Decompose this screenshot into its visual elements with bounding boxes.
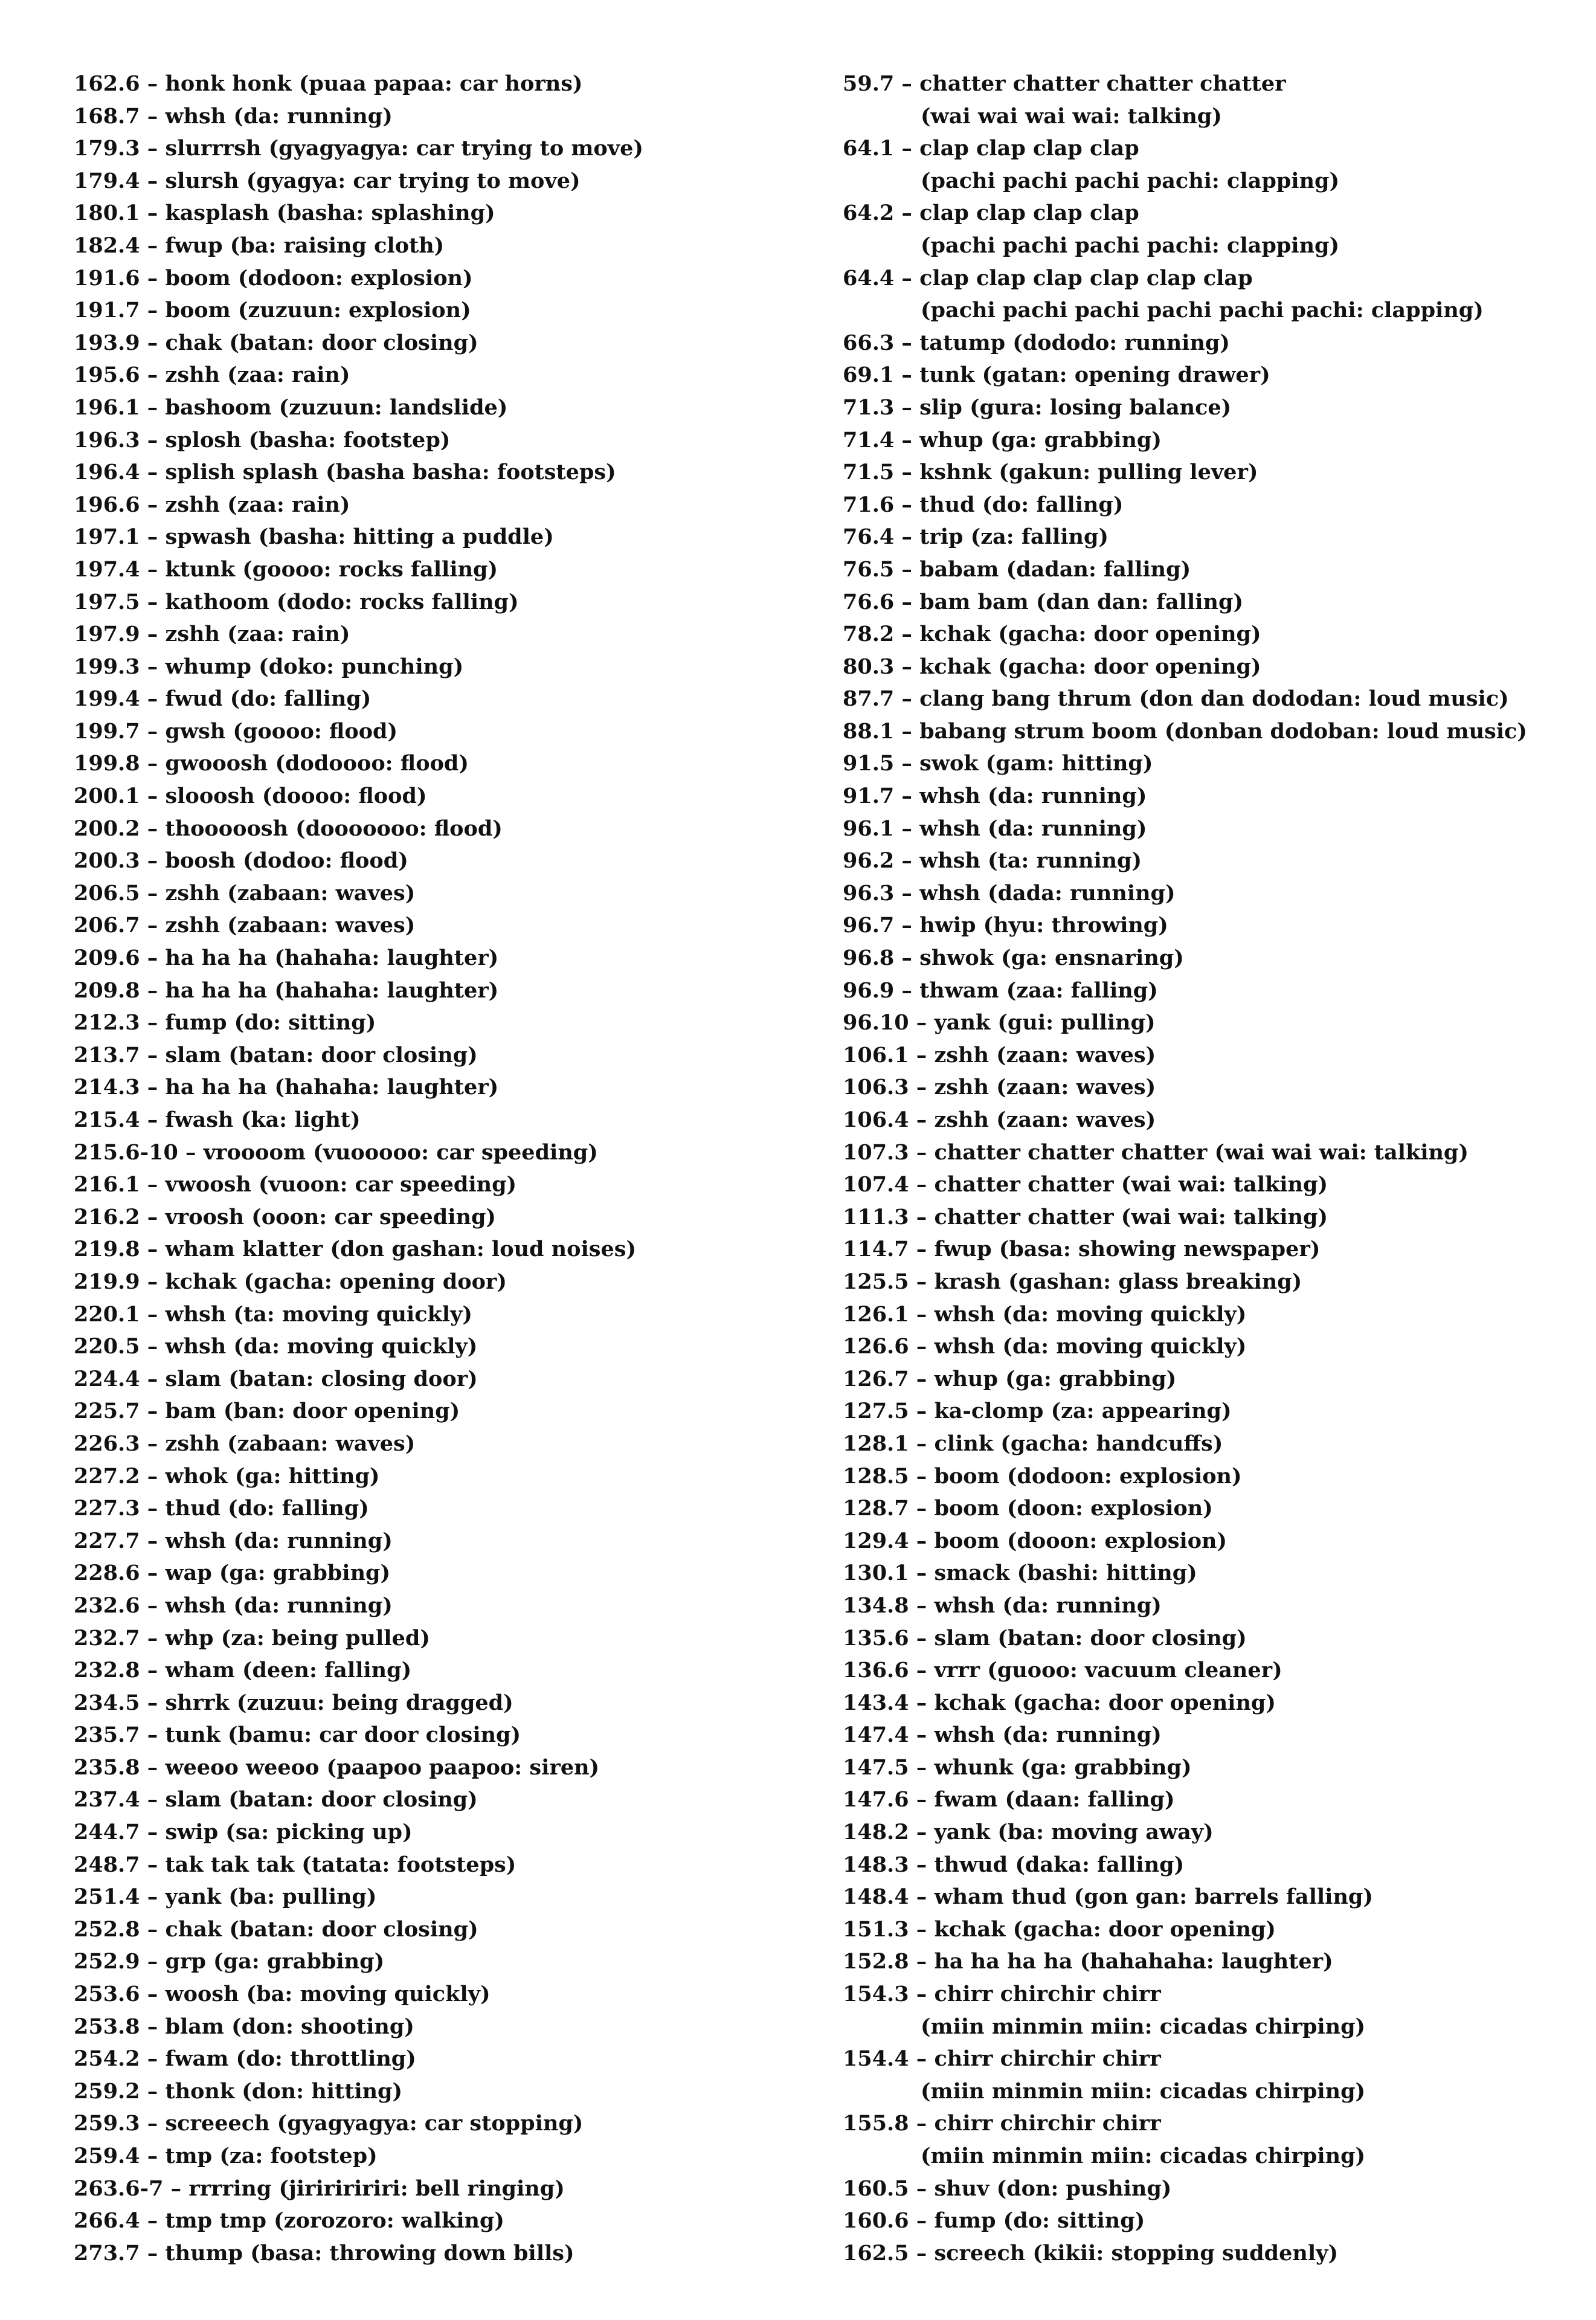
sfx-entry: 227.3 – thud (do: falling) [74, 1496, 369, 1521]
sfx-entry: 96.2 – whsh (ta: running) [843, 848, 1142, 874]
sfx-entry: 228.6 – wap (ga: grabbing) [74, 1561, 391, 1586]
sfx-entry: 128.7 – boom (doon: explosion) [843, 1496, 1213, 1521]
sfx-entry: 191.7 – boom (zuzuun: explosion) [74, 298, 471, 323]
sfx-entry: 76.5 – babam (dadan: falling) [843, 556, 1191, 582]
sfx-entry: 225.7 – bam (ban: door opening) [74, 1399, 460, 1424]
sfx-entry: 64.2 – clap clap clap clap [843, 201, 1139, 226]
sfx-entry: 91.5 – swok (gam: hitting) [843, 751, 1153, 776]
sfx-entry-continuation: (pachi pachi pachi pachi: clapping) [921, 168, 1340, 193]
sfx-entry: 232.8 – wham (deen: falling) [74, 1658, 412, 1683]
sfx-entry: 209.8 – ha ha ha (hahaha: laughter) [74, 978, 499, 1003]
sfx-entry: 96.3 – whsh (dada: running) [843, 880, 1176, 906]
sfx-entry-continuation: (miin minmin miin: cicadas chirping) [921, 2078, 1366, 2104]
sfx-entry: 253.6 – woosh (ba: moving quickly) [74, 1982, 491, 2007]
sfx-entry: 59.7 – chatter chatter chatter chatter [843, 71, 1286, 96]
sfx-entry: 259.2 – thonk (don: hitting) [74, 2078, 403, 2104]
sfx-entry: 71.5 – kshnk (gakun: pulling lever) [843, 460, 1258, 485]
sfx-entry-continuation: (miin minmin miin: cicadas chirping) [921, 2014, 1366, 2039]
sfx-entry: 196.3 – splosh (basha: footstep) [74, 427, 451, 453]
sfx-entry: 168.7 – whsh (da: running) [74, 103, 393, 129]
sfx-entry: 182.4 – fwup (ba: raising cloth) [74, 233, 445, 258]
sfx-entry: 215.4 – fwash (ka: light) [74, 1107, 361, 1132]
sfx-entry: 195.6 – zshh (zaa: rain) [74, 362, 350, 388]
sfx-entry: 232.6 – whsh (da: running) [74, 1593, 393, 1618]
sfx-entry: 214.3 – ha ha ha (hahaha: laughter) [74, 1075, 499, 1100]
sfx-entry: 191.6 – boom (dodoon: explosion) [74, 265, 473, 291]
sfx-entry-continuation: (pachi pachi pachi pachi: clapping) [921, 233, 1340, 258]
sfx-entry: 266.4 – tmp tmp (zorozoro: walking) [74, 2208, 504, 2234]
sfx-entry: 125.5 – krash (gashan: glass breaking) [843, 1269, 1302, 1294]
sfx-entry: 199.3 – whump (doko: punching) [74, 654, 464, 679]
sfx-entry: 130.1 – smack (bashi: hitting) [843, 1561, 1197, 1586]
sfx-entry: 197.5 – kathoom (dodo: rocks falling) [74, 589, 519, 614]
sfx-entry: 126.6 – whsh (da: moving quickly) [843, 1334, 1247, 1359]
sfx-entry: 162.6 – honk honk (puaa papaa: car horns) [74, 71, 583, 96]
sfx-entry: 212.3 – fump (do: sitting) [74, 1010, 376, 1036]
sfx-entry: 196.6 – zshh (zaa: rain) [74, 492, 350, 517]
sfx-entry: 252.9 – grp (ga: grabbing) [74, 1949, 385, 1974]
sfx-entry: 237.4 – slam (batan: door closing) [74, 1787, 478, 1812]
sfx-entry: 154.4 – chirr chirchir chirr [843, 2046, 1161, 2072]
sfx-entry: 216.2 – vroosh (ooon: car speeding) [74, 1204, 496, 1229]
sfx-entry: 96.7 – hwip (hyu: throwing) [843, 913, 1168, 938]
sfx-entry: 111.3 – chatter chatter (wai wai: talking) [843, 1204, 1328, 1229]
sfx-entry: 66.3 – tatump (dododo: running) [843, 330, 1230, 355]
sfx-entry: 128.5 – boom (dodoon: explosion) [843, 1463, 1242, 1489]
sfx-entry: 106.3 – zshh (zaan: waves) [843, 1075, 1156, 1100]
sfx-entry: 160.6 – fump (do: sitting) [843, 2208, 1145, 2234]
sfx-entry: 148.2 – yank (ba: moving away) [843, 1820, 1214, 1845]
sfx-entry: 114.7 – fwup (basa: showing newspaper) [843, 1237, 1321, 1262]
sfx-entry: 235.8 – weeoo weeoo (paapoo paapoo: siren) [74, 1754, 600, 1780]
sfx-entry: 152.8 – ha ha ha ha (hahahaha: laughter) [843, 1949, 1333, 1974]
sfx-entry: 80.3 – kchak (gacha: door opening) [843, 654, 1261, 679]
sfx-entry: 227.2 – whok (ga: hitting) [74, 1463, 380, 1489]
sfx-entry: 197.9 – zshh (zaa: rain) [74, 622, 350, 647]
sfx-entry: 155.8 – chirr chirchir chirr [843, 2111, 1161, 2136]
sfx-entry: 248.7 – tak tak tak (tatata: footsteps) [74, 1852, 516, 1877]
sfx-entry: 143.4 – kchak (gacha: door opening) [843, 1690, 1276, 1715]
sfx-entry: 200.3 – boosh (dodoo: flood) [74, 848, 408, 874]
sfx-entry: 136.6 – vrrr (guooo: vacuum cleaner) [843, 1658, 1282, 1683]
sfx-entry: 226.3 – zshh (zabaan: waves) [74, 1431, 416, 1456]
sfx-entry: 71.3 – slip (gura: losing balance) [843, 395, 1232, 420]
sfx-entry: 213.7 – slam (batan: door closing) [74, 1042, 478, 1068]
sfx-entry: 220.1 – whsh (ta: moving quickly) [74, 1301, 472, 1327]
sfx-entry: 71.6 – thud (do: falling) [843, 492, 1124, 517]
sfx-entry: 273.7 – thump (basa: throwing down bills) [74, 2240, 574, 2266]
sfx-entry: 148.4 – wham thud (gon gan: barrels falling) [843, 1884, 1373, 1910]
sfx-entry: 127.5 – ka-clomp (za: appearing) [843, 1399, 1232, 1424]
sfx-entry: 107.4 – chatter chatter (wai wai: talking) [843, 1172, 1328, 1197]
sfx-entry: 259.4 – tmp (za: footstep) [74, 2144, 378, 2168]
sfx-entry: 148.3 – thwud (daka: falling) [843, 1852, 1185, 1877]
sfx-entry: 96.10 – yank (gui: pulling) [843, 1010, 1156, 1036]
sfx-entry: 91.7 – whsh (da: running) [843, 784, 1147, 809]
sfx-entry: 263.6-7 – rrrring (jiririririri: bell ringing) [74, 2176, 565, 2201]
sfx-entry: 193.9 – chak (batan: door closing) [74, 330, 478, 355]
sfx-entry: 200.1 – slooosh (doooo: flood) [74, 784, 427, 809]
sfx-entry: 147.5 – whunk (ga: grabbing) [843, 1754, 1192, 1780]
sfx-entry: 107.3 – chatter chatter chatter (wai wai wai: talking) [843, 1139, 1469, 1165]
left-sfx-column [74, 68, 817, 2269]
sfx-entry: 69.1 – tunk (gatan: opening drawer) [843, 362, 1270, 388]
sfx-entry: 232.7 – whp (za: being pulled) [74, 1625, 430, 1651]
sfx-entry: 96.9 – thwam (zaa: falling) [843, 978, 1158, 1003]
sfx-entry: 106.1 – zshh (zaan: waves) [843, 1042, 1156, 1068]
sfx-entry: 129.4 – boom (dooon: explosion) [843, 1528, 1228, 1553]
sfx-entry: 64.4 – clap clap clap clap clap clap [843, 265, 1253, 291]
sfx-entry: 135.6 – slam (batan: door closing) [843, 1625, 1247, 1651]
sfx-entry: 96.8 – shwok (ga: ensnaring) [843, 946, 1184, 971]
sfx-entry: 219.8 – wham klatter (don gashan: loud noises) [74, 1237, 637, 1262]
sfx-entry: 147.6 – fwam (daan: falling) [843, 1787, 1175, 1812]
sfx-entry: 199.4 – fwud (do: falling) [74, 686, 372, 712]
sfx-entry: 78.2 – kchak (gacha: door opening) [843, 622, 1261, 647]
right-sfx-column [843, 68, 1580, 2269]
sfx-entry: 224.4 – slam (batan: closing door) [74, 1366, 478, 1391]
sfx-entry: 126.1 – whsh (da: moving quickly) [843, 1301, 1247, 1327]
sfx-entry: 88.1 – babang strum boom (donban dodoban: loud music) [843, 718, 1527, 744]
sfx-entry: 147.4 – whsh (da: running) [843, 1722, 1162, 1748]
sfx-entry: 253.8 – blam (don: shooting) [74, 2014, 414, 2039]
sfx-entry: 76.6 – bam bam (dan dan: falling) [843, 589, 1244, 614]
sfx-entry: 220.5 – whsh (da: moving quickly) [74, 1334, 478, 1359]
sfx-entry-continuation: (pachi pachi pachi pachi pachi pachi: clapping) [921, 298, 1484, 323]
sfx-entry: 71.4 – whup (ga: grabbing) [843, 427, 1162, 453]
sfx-entry: 215.6-10 – vroooom (vuooooo: car speeding) [74, 1139, 598, 1165]
sfx-entry: 76.4 – trip (za: falling) [843, 524, 1109, 550]
sfx-entry: 206.7 – zshh (zabaan: waves) [74, 913, 416, 938]
sfx-entry: 254.2 – fwam (do: throttling) [74, 2046, 416, 2072]
sfx-entry: 162.5 – screech (kikii: stopping suddenly) [843, 2240, 1339, 2266]
sfx-entry: 227.7 – whsh (da: running) [74, 1528, 393, 1553]
sfx-entry: 180.1 – kasplash (basha: splashing) [74, 201, 495, 226]
sfx-entry: 197.1 – spwash (basha: hitting a puddle) [74, 524, 554, 550]
sfx-entry: 252.8 – chak (batan: door closing) [74, 1916, 478, 1942]
sfx-entry: 160.5 – shuv (don: pushing) [843, 2176, 1172, 2201]
sfx-entry: 199.7 – gwsh (goooo: flood) [74, 718, 398, 744]
sfx-entry: 209.6 – ha ha ha (hahaha: laughter) [74, 946, 499, 971]
sfx-entry: 199.8 – gwooosh (dodoooo: flood) [74, 751, 469, 776]
sfx-entry: 235.7 – tunk (bamu: car door closing) [74, 1722, 521, 1748]
sfx-entry: 134.8 – whsh (da: running) [843, 1593, 1162, 1618]
sfx-entry: 200.2 – thooooosh (dooooooo: flood) [74, 816, 503, 841]
sfx-entry: 251.4 – yank (ba: pulling) [74, 1884, 377, 1910]
sfx-entry: 216.1 – vwoosh (vuoon: car speeding) [74, 1172, 517, 1197]
sfx-entry: 196.4 – splish splash (basha basha: footsteps) [74, 460, 616, 485]
sfx-entry: 259.3 – screeech (gyagyagya: car stopping) [74, 2111, 584, 2136]
sfx-entry: 96.1 – whsh (da: running) [843, 816, 1147, 841]
sfx-entry: 234.5 – shrrk (zuzuu: being dragged) [74, 1690, 513, 1715]
sfx-entry-continuation: (miin minmin miin: cicadas chirping) [921, 2144, 1366, 2168]
sfx-entry: 196.1 – bashoom (zuzuun: landslide) [74, 395, 508, 420]
sfx-entry: 64.1 – clap clap clap clap [843, 136, 1139, 161]
sfx-entry: 219.9 – kchak (gacha: opening door) [74, 1269, 507, 1294]
sfx-entry: 179.4 – slursh (gyagya: car trying to move) [74, 168, 581, 193]
sfx-entry: 126.7 – whup (ga: grabbing) [843, 1366, 1177, 1391]
sfx-entry: 206.5 – zshh (zabaan: waves) [74, 880, 416, 906]
sfx-entry: 179.3 – slurrrsh (gyagyagya: car trying to move) [74, 136, 643, 161]
sfx-entry: 197.4 – ktunk (goooo: rocks falling) [74, 556, 498, 582]
sfx-entry: 106.4 – zshh (zaan: waves) [843, 1107, 1156, 1132]
sfx-entry-continuation: (wai wai wai wai: talking) [921, 103, 1222, 129]
sfx-entry: 151.3 – kchak (gacha: door opening) [843, 1916, 1276, 1942]
sfx-entry: 87.7 – clang bang thrum (don dan dododan: loud music) [843, 686, 1509, 712]
sfx-entry: 244.7 – swip (sa: picking up) [74, 1820, 413, 1845]
sfx-entry: 154.3 – chirr chirchir chirr [843, 1982, 1161, 2007]
sfx-entry: 128.1 – clink (gacha: handcuffs) [843, 1431, 1223, 1456]
